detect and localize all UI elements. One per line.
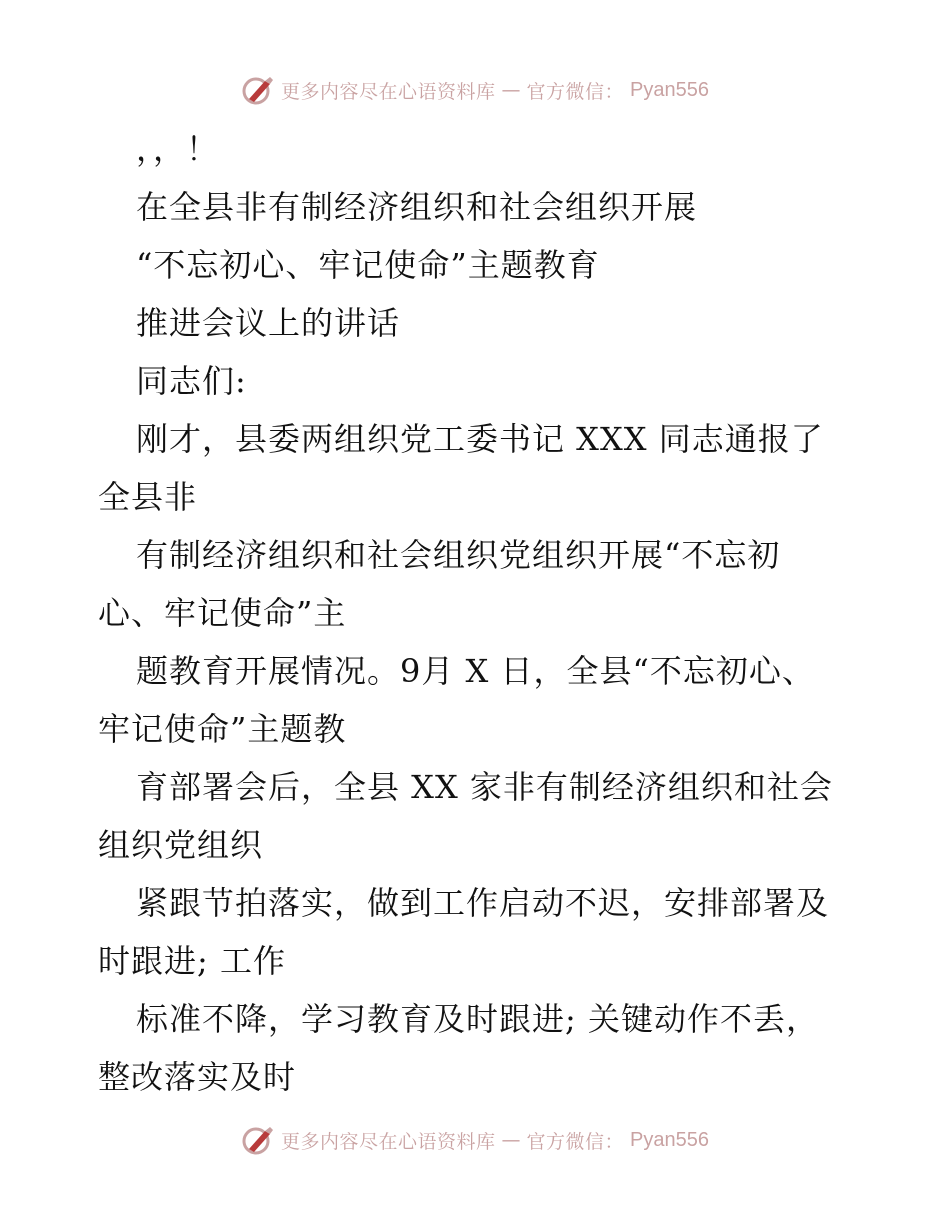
banner-separator: — xyxy=(501,1129,521,1151)
text-line: 有制经济组织和社会组织党组织开展“不忘初 xyxy=(136,536,781,574)
text-line: “不忘初心、牢记使命”主题教育 xyxy=(136,246,600,284)
footer-watermark-banner xyxy=(0,1120,950,1160)
text-line: 育部署会后，全县 XX 家非有制经济组织和社会 xyxy=(136,768,833,806)
text-line: 在全县非有制经济组织和社会组织开展 xyxy=(136,188,698,226)
text-line: 同志们: xyxy=(136,362,247,400)
banner-text: 更多内容尽在心语资料库 xyxy=(281,1130,496,1153)
banner-text: 更多内容尽在心语资料库 xyxy=(281,80,496,103)
banner-separator: — xyxy=(501,79,521,101)
text-line: 标准不降，学习教育及时跟进; 关键动作不丢， xyxy=(136,1000,819,1038)
text-line: 组织党组织 xyxy=(98,826,264,864)
text-line: 紧跟节拍落实，做到工作启动不迟，安排部署及 xyxy=(136,884,830,922)
pen-logo-icon xyxy=(241,1123,275,1157)
text-line: 心、牢记使命”主 xyxy=(98,594,347,632)
banner-wechat-id: Pyan556 xyxy=(630,1128,709,1151)
text-line: 刚才，县委两组织党工委书记 XXX 同志通报了 xyxy=(136,420,824,458)
banner-wechat-label: 官方微信： xyxy=(526,1130,625,1153)
document-body xyxy=(98,120,878,1106)
banner-wechat-id: Pyan556 xyxy=(630,78,709,101)
text-line: 推进会议上的讲话 xyxy=(136,304,401,342)
text-line: 时跟进; 工作 xyxy=(98,942,286,980)
header-watermark-banner xyxy=(0,70,950,110)
text-line: 整改落实及时 xyxy=(98,1058,297,1096)
pen-logo-icon xyxy=(241,73,275,107)
text-line: 全县非 xyxy=(98,478,198,516)
text-line: ，，！ xyxy=(136,130,220,168)
text-line: 题教育开展情况。9月 X 日，全县“不忘初心、 xyxy=(136,652,815,690)
banner-wechat-label: 官方微信： xyxy=(526,80,625,103)
text-line: 牢记使命”主题教 xyxy=(98,710,347,748)
